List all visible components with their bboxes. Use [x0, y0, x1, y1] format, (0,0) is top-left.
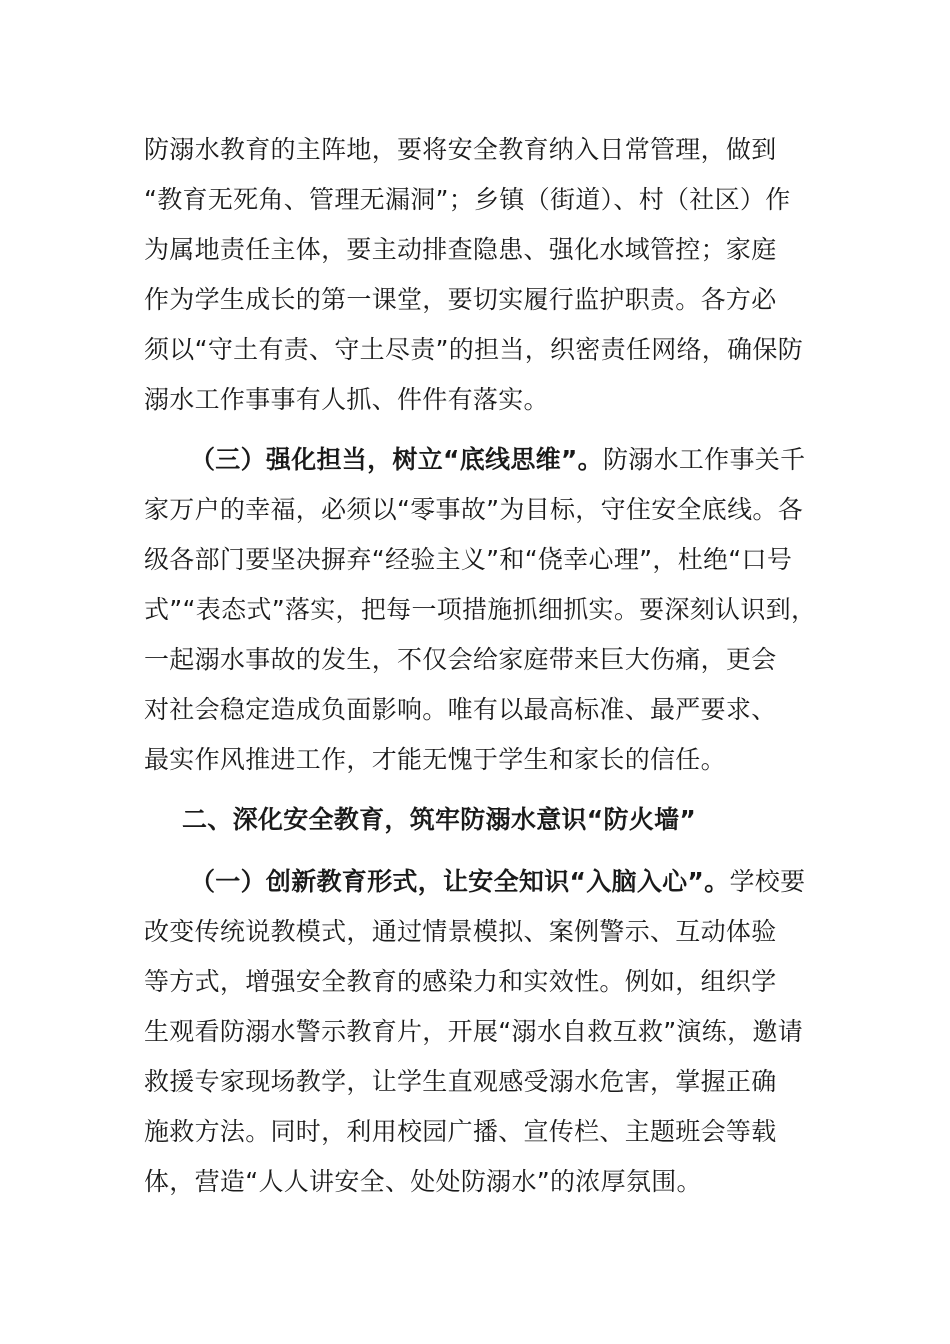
- para2-first-rest: 防溺水工作事关千: [602, 445, 806, 474]
- para1-line-5: 须以“守土有责、守土尽责”的担当，织密责任网络，确保防: [144, 335, 804, 364]
- para1-line-2: “教育无死角、管理无漏洞”；乡镇（街道）、村（社区）作: [144, 185, 791, 214]
- para2-line-3: 级各部门要坚决摒弃“经验主义”和“侥幸心理”，杜绝“口号: [144, 545, 793, 574]
- para1-line-4: 作为学生成长的第一课堂，要切实履行监护职责。各方必: [144, 285, 777, 314]
- para3-line-4: 生观看防溺水警示教育片，开展“溺水自救互救”演练，邀请: [144, 1017, 804, 1046]
- para2-line-5: 一起溺水事故的发生，不仅会给家庭带来巨大伤痛，更会: [144, 645, 777, 674]
- para2-line-6: 对社会稳定造成负面影响。唯有以最高标准、最严要求、: [144, 695, 777, 724]
- para2-line-2: 家万户的幸福，必须以“零事故”为目标，守住安全底线。各: [144, 495, 804, 524]
- para1-line-6: 溺水工作事事有人抓、件件有落实。: [144, 385, 549, 414]
- para3-subheading: （一）创新教育形式，让安全知识“入脑入心”。: [190, 867, 730, 896]
- para3-line-7: 体，营造“人人讲安全、处处防溺水”的浓厚氛围。: [144, 1167, 702, 1196]
- para1-line-1: 防溺水教育的主阵地，要将安全教育纳入日常管理，做到: [144, 135, 777, 164]
- para3-first-line: [190, 865, 890, 899]
- para2-line-7: 最实作风推进工作，才能无愧于学生和家长的信任。: [144, 745, 726, 774]
- para3-line-5: 救援专家现场教学，让学生直观感受溺水危害，掌握正确: [144, 1067, 777, 1096]
- para3-line-6: 施救方法。同时，利用校园广播、宣传栏、主题班会等载: [144, 1117, 777, 1146]
- para2-line-4: 式”“表态式”落实，把每一项措施抓细抓实。要深刻认识到，: [144, 595, 817, 624]
- para2-first-line: [190, 443, 890, 477]
- para1-line-3: 为属地责任主体，要主动排查隐患、强化水域管控；家庭: [144, 235, 777, 264]
- para3-line-2: 改变传统说教模式，通过情景模拟、案例警示、互动体验: [144, 917, 777, 946]
- section-heading-2: 二、深化安全教育，筑牢防溺水意识“防火墙”: [182, 805, 697, 834]
- para3-first-rest: 学校要: [729, 867, 806, 896]
- para2-subheading: （三）强化担当，树立“底线思维”。: [190, 445, 603, 474]
- para3-line-3: 等方式，增强安全教育的感染力和实效性。例如，组织学: [144, 967, 777, 996]
